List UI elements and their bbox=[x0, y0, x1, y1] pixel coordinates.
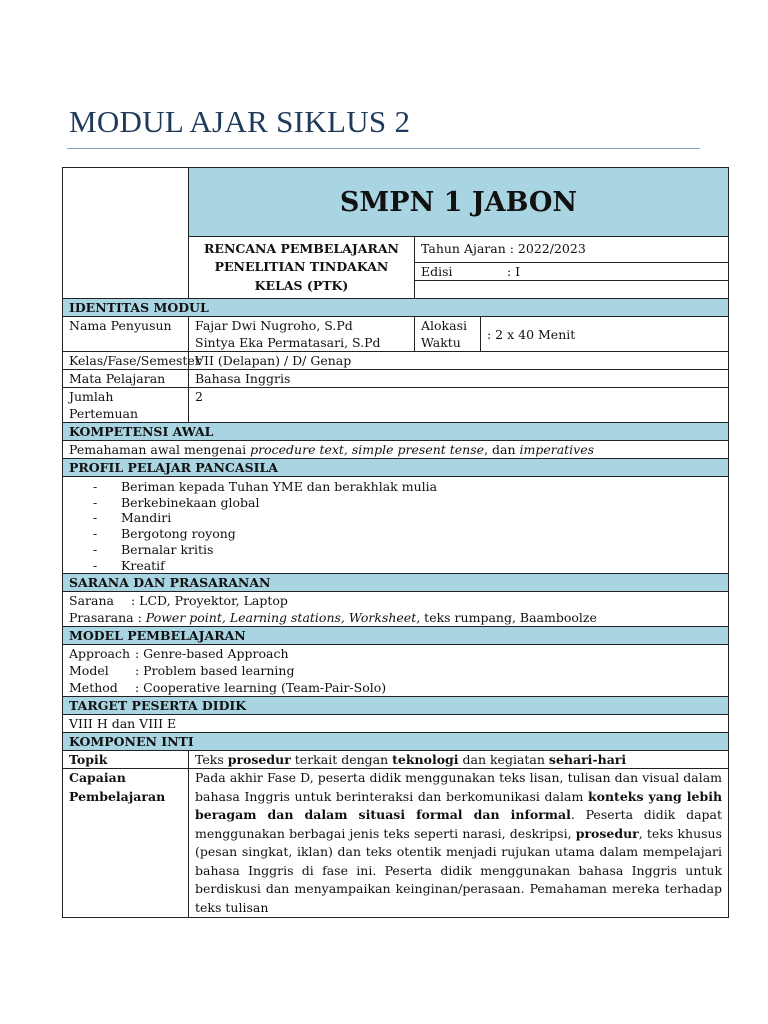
method-line bbox=[69, 679, 722, 696]
capaian-label: Capaian Pembelajaran bbox=[63, 769, 189, 918]
list-item: - Mandiri bbox=[93, 510, 722, 526]
model-cell bbox=[63, 645, 729, 697]
capaian-d: prosedur bbox=[575, 825, 639, 841]
sarana-line bbox=[69, 592, 722, 609]
method-value: : Cooperative learning (Team-Pair-Solo) bbox=[135, 680, 387, 696]
nama-2: Sintya Eka Permatasari, S.Pd bbox=[195, 335, 381, 350]
capaian-e: , teks khusus (pesan singkat, iklan) dan teks otentik menjadi rujukan utama dalam mempelajari bahasa Inggris di fase ini. Peserta didik menggunakan bahasa Inggris untuk berdiskusi dan menyampaikan keinginan/perasaan. Pemahaman mereka terhadap teks tulisan bbox=[195, 825, 723, 915]
topik-d: teknologi bbox=[392, 752, 459, 768]
section-identitas: IDENTITAS MODUL bbox=[63, 299, 729, 317]
kelas-label: Kelas/Fase/Semester bbox=[63, 352, 189, 370]
topik-a: Teks bbox=[195, 752, 228, 768]
section-sarana: SARANA DAN PRASARANAN bbox=[63, 574, 729, 592]
alokasi-value: : 2 x 40 Menit bbox=[481, 317, 729, 352]
approach-line bbox=[69, 645, 722, 662]
capaian-b: konteks yang lebih beragam dan dalam situasi formal dan informal bbox=[195, 788, 723, 823]
module-table bbox=[62, 167, 729, 918]
approach-value: : Genre-based Approach bbox=[135, 646, 289, 662]
list-item: - Kreatif bbox=[93, 558, 722, 574]
list-item: - Berkebinekaan global bbox=[93, 495, 722, 511]
method-label: Method bbox=[69, 680, 118, 696]
list-item: - Bernalar kritis bbox=[93, 542, 722, 558]
mapel-label: Mata Pelajaran bbox=[63, 370, 189, 388]
section-komponen: KOMPONEN INTI bbox=[63, 733, 729, 751]
list-item: - Bergotong royong bbox=[93, 526, 722, 542]
approach-label: Approach bbox=[69, 646, 131, 662]
edisi bbox=[415, 263, 729, 281]
title-underline bbox=[67, 148, 700, 149]
list-item: - Beriman kepada Tuhan YME dan berakhlak mulia bbox=[93, 479, 722, 495]
model-value: : Problem based learning bbox=[135, 663, 295, 679]
model-label: Model bbox=[69, 663, 109, 679]
kelas-value: VII (Delapan) / D/ Genap bbox=[189, 352, 729, 370]
prasarana-line bbox=[69, 609, 722, 626]
topik-c: terkait dengan bbox=[290, 752, 393, 768]
edisi-label: Edisi bbox=[421, 264, 453, 279]
kompetensi-i1: procedure text, simple present tense bbox=[250, 442, 485, 457]
capaian-value bbox=[189, 769, 729, 918]
model-line bbox=[69, 662, 722, 679]
logo-cell bbox=[63, 168, 189, 299]
prasarana-rest: teks rumpang, Baamboolze bbox=[420, 610, 597, 626]
kompetensi-text bbox=[63, 441, 729, 459]
topik-label: Topik bbox=[63, 751, 189, 769]
alokasi-label: Alokasi Waktu bbox=[415, 317, 481, 352]
kompetensi-t2: , dan bbox=[484, 442, 520, 457]
topik-f: sehari-hari bbox=[548, 752, 627, 768]
topik-b: prosedur bbox=[227, 752, 291, 768]
jumlah-label: Jumlah Pertemuan bbox=[63, 388, 189, 423]
nama-1: Fajar Dwi Nugroho, S.Pd bbox=[195, 318, 353, 333]
prasarana-italic: Power point, Learning stations, Worksheet, bbox=[145, 610, 421, 626]
tahun-ajaran: Tahun Ajaran : 2022/2023 bbox=[415, 237, 729, 263]
section-kompetensi: KOMPETENSI AWAL bbox=[63, 423, 729, 441]
topik-e: dan kegiatan bbox=[458, 752, 549, 768]
target-value: VIII H dan VIII E bbox=[63, 715, 729, 733]
prasarana-label: Prasarana : bbox=[69, 610, 146, 626]
school-name: SMPN 1 JABON bbox=[189, 168, 729, 237]
section-target: TARGET PESERTA DIDIK bbox=[63, 697, 729, 715]
topik-value bbox=[189, 751, 729, 769]
capaian-c: . Peserta didik dapat menggunakan berbagai jenis teks seperti narasi, deskripsi, bbox=[195, 807, 723, 841]
section-model: MODEL PEMBELAJARAN bbox=[63, 627, 729, 645]
jumlah-value: 2 bbox=[189, 388, 729, 423]
edisi-value: : I bbox=[507, 264, 521, 279]
sarana-value: : LCD, Proyektor, Laptop bbox=[131, 593, 288, 609]
capaian-a: Pada akhir Fase D, peserta didik menggunakan teks lisan, tulisan dan visual dalam bahasa Inggris untuk berinteraksi dan berkomunikasi dalam bbox=[195, 770, 723, 804]
kompetensi-i2: imperatives bbox=[519, 442, 595, 457]
nama-label: Nama Penyusun bbox=[63, 317, 189, 352]
nama-value bbox=[189, 317, 415, 352]
profil-list bbox=[69, 479, 722, 573]
page-title: MODUL AJAR SIKLUS 2 bbox=[69, 104, 411, 139]
mapel-value: Bahasa Inggris bbox=[189, 370, 729, 388]
kompetensi-t1: Pemahaman awal mengenai bbox=[69, 442, 251, 457]
blank-cell bbox=[415, 281, 729, 299]
sarana-label: Sarana bbox=[69, 593, 114, 609]
plan-title: RENCANA PEMBELAJARAN PENELITIAN TINDAKAN KELAS (PTK) bbox=[189, 237, 415, 299]
profil-list-cell bbox=[63, 477, 729, 574]
section-profil: PROFIL PELAJAR PANCASILA bbox=[63, 459, 729, 477]
sarana-cell bbox=[63, 592, 729, 627]
